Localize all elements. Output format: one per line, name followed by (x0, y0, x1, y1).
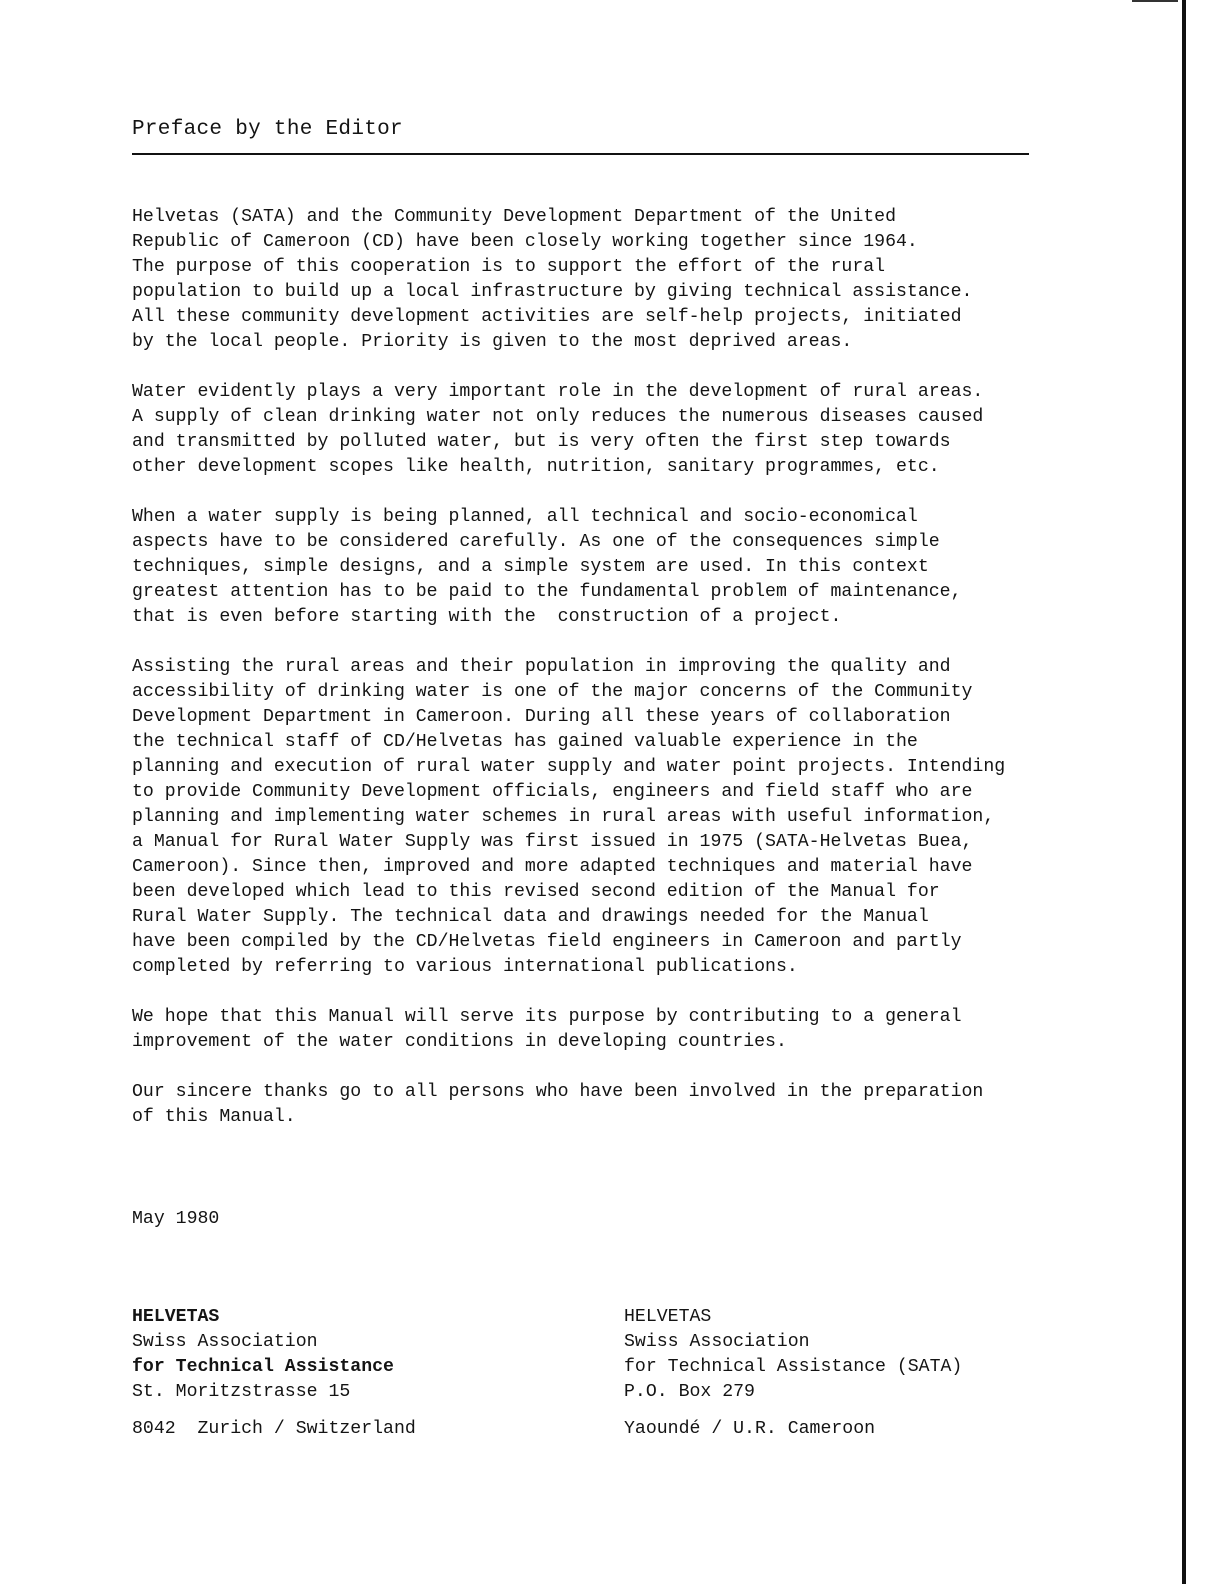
paragraph-intro (132, 205, 1092, 355)
paragraph-water-role (132, 380, 1092, 480)
text-line: Republic of Cameroon (CD) have been closely working together since 1964. (132, 232, 918, 252)
title-divider (132, 153, 1029, 155)
text-line: Development Department in Cameroon. During all these years of collaboration (132, 707, 951, 727)
scan-mark (1132, 0, 1178, 2)
text-line: The purpose of this cooperation is to support the effort of the rural (132, 257, 886, 277)
paragraph-hope (132, 1005, 1092, 1055)
text-line: A supply of clean drinking water not only reduces the numerous diseases caused (132, 407, 984, 427)
text-line: accessibility of drinking water is one of the major concerns of the Community (132, 682, 973, 702)
text-line: aspects have to be considered carefully. As one of the consequences simple (132, 532, 940, 552)
text-line: Our sincere thanks go to all persons who have been involved in the preparation (132, 1082, 984, 1102)
text-line: techniques, simple designs, and a simple system are used. In this context (132, 557, 929, 577)
text-line: to provide Community Development officials, engineers and field staff who are (132, 782, 973, 802)
text-line: planning and execution of rural water supply and water point projects. Intending (132, 757, 1006, 777)
text-line: have been compiled by the CD/Helvetas field engineers in Cameroon and partly (132, 932, 962, 952)
paragraph-thanks (132, 1080, 1092, 1130)
address-city: 8042 Zurich / Switzerland (132, 1419, 416, 1439)
address-line: Swiss Association (132, 1332, 318, 1352)
text-line: of this Manual. (132, 1107, 296, 1127)
text-line: Assisting the rural areas and their population in improving the quality and (132, 657, 951, 677)
preface-date: May 1980 (132, 1209, 220, 1229)
address-line: for Technical Assistance (132, 1357, 394, 1377)
paragraph-manual-history (132, 655, 1092, 980)
text-line: improvement of the water conditions in developing countries. (132, 1032, 787, 1052)
text-line: We hope that this Manual will serve its purpose by contributing to a general (132, 1007, 962, 1027)
text-line: the technical staff of CD/Helvetas has gained valuable experience in the (132, 732, 918, 752)
page-title: Preface by the Editor (132, 118, 403, 141)
address-line: Swiss Association (624, 1332, 810, 1352)
text-line: that is even before starting with the construction of a project. (132, 607, 842, 627)
text-line: been developed which lead to this revised second edition of the Manual for (132, 882, 940, 902)
text-line: When a water supply is being planned, all technical and socio-economical (132, 507, 918, 527)
text-line: All these community development activities are self-help projects, initiated (132, 307, 962, 327)
scan-edge (1182, 0, 1186, 1584)
address-org: HELVETAS (132, 1307, 220, 1327)
text-line: population to build up a local infrastructure by giving technical assistance. (132, 282, 973, 302)
address-line: for Technical Assistance (SATA) (624, 1357, 963, 1377)
text-line: Rural Water Supply. The technical data and drawings needed for the Manual (132, 907, 929, 927)
address-line: P.O. Box 279 (624, 1382, 755, 1402)
address-helvetas-zurich (132, 1305, 416, 1442)
text-line: greatest attention has to be paid to the fundamental problem of maintenance, (132, 582, 962, 602)
paragraph-planning (132, 505, 1092, 630)
address-org: HELVETAS (624, 1307, 712, 1327)
text-line: Helvetas (SATA) and the Community Development Department of the United (132, 207, 896, 227)
address-city: Yaoundé / U.R. Cameroon (624, 1419, 876, 1439)
text-line: other development scopes like health, nutrition, sanitary programmes, etc. (132, 457, 940, 477)
text-line: and transmitted by polluted water, but is very often the first step towards (132, 432, 951, 452)
text-line: by the local people. Priority is given to the most deprived areas. (132, 332, 853, 352)
text-line: completed by referring to various international publications. (132, 957, 798, 977)
preface-body (132, 205, 1092, 1155)
text-line: Water evidently plays a very important role in the development of rural areas. (132, 382, 984, 402)
text-line: planning and implementing water schemes in rural areas with useful information, (132, 807, 995, 827)
text-line: a Manual for Rural Water Supply was first issued in 1975 (SATA-Helvetas Buea, (132, 832, 973, 852)
address-line: St. Moritzstrasse 15 (132, 1382, 351, 1402)
text-line: Cameroon). Since then, improved and more adapted techniques and material have (132, 857, 973, 877)
address-helvetas-yaounde (624, 1305, 962, 1442)
